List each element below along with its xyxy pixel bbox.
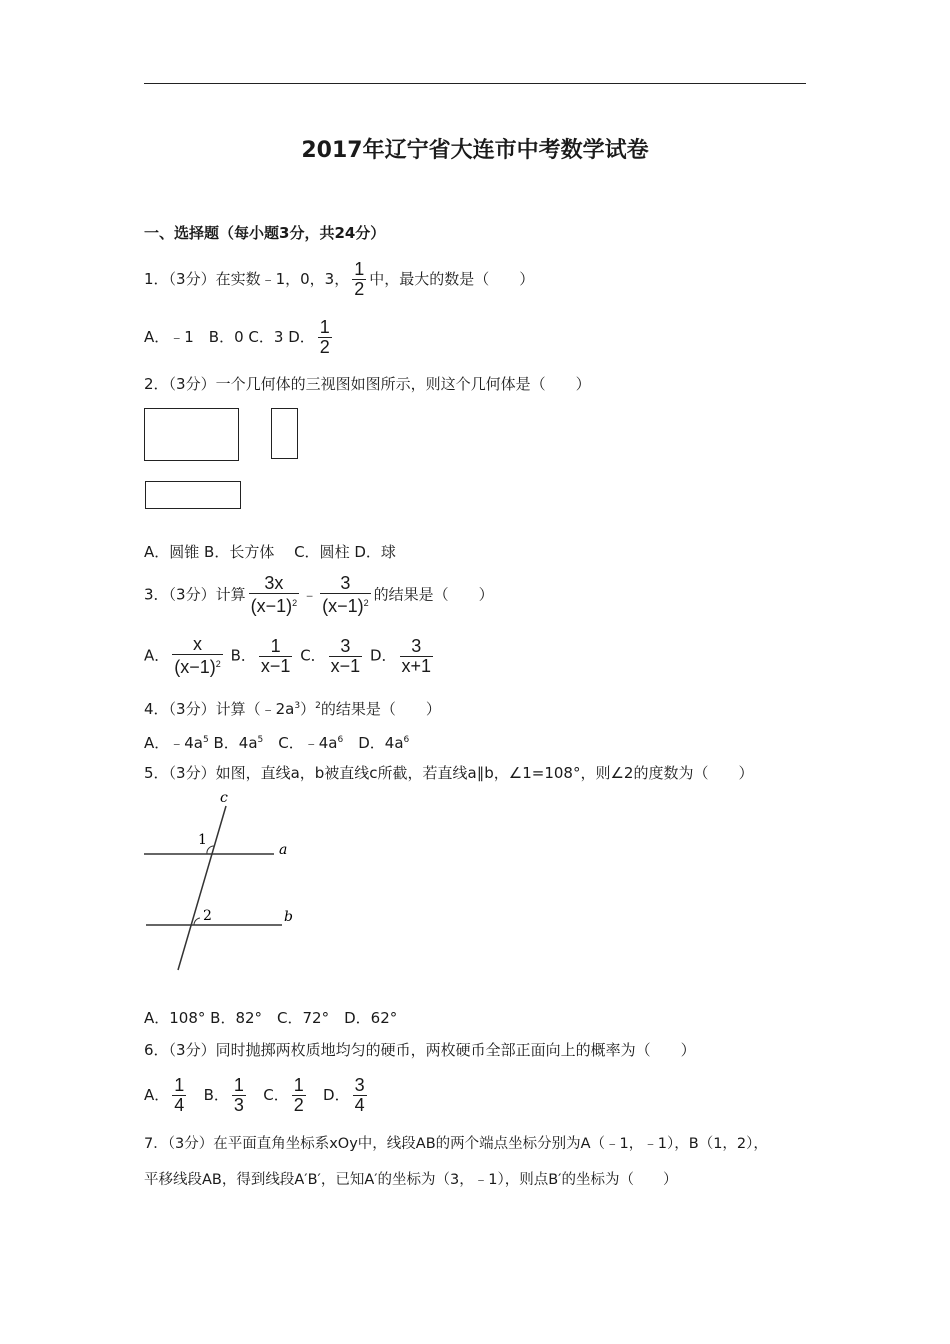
front-view-rectangle [144,408,239,461]
q6-option-d-fraction: $\frac{3}{4}$ [354,1075,365,1115]
question-4-options: A．$﹣4a^5$ B．$4a^5$ C．$﹣4a^6$ D．$4a^6$ [144,734,410,752]
header-rule [144,83,806,84]
question-1 [144,260,534,299]
q6-option-b-fraction: $\frac{1}{3}$ [233,1075,244,1115]
label-a: a [279,842,288,858]
question-6-options [144,1076,370,1115]
q6-option-b-label: B． [203,1086,229,1104]
question-4: 4．（3分）计算$(﹣2a^3)^2$的结果是（ ） [144,700,441,718]
label-c: c [220,790,228,806]
q3-option-c-fraction: $\frac{3}{x-1}$ [330,635,361,676]
q1-fraction: $\frac{1}{2}$ [354,259,365,299]
q1-stem-a: 1．（3分）在实数﹣1，0，3， [144,270,350,288]
q6-option-c-fraction: $\frac{1}{2}$ [293,1075,304,1115]
q3-option-a-fraction: $\frac{x}{(x-1)^2}$ [174,634,221,677]
question-7-line-1: 7．（3分）在平面直角坐标系xOy中，线段AB的两个端点坐标分别为A（﹣1，﹣1），B（1，2）， [144,1136,768,1152]
q3-option-d-label: D． [369,646,397,665]
q6-option-a-fraction: $\frac{1}{4}$ [174,1075,185,1115]
q3-option-d-fraction: $\frac{3}{x+1}$ [401,635,432,676]
q1-options-text: A．﹣1 B．0 C．3 D． [144,328,315,346]
q3-option-b-label: B． [230,646,256,665]
question-2-options: A．圆锥 B．长方体 C．圆柱 D．球 [144,543,396,561]
q3-option-c-label: C． [300,646,326,665]
q3-fraction-2: $\frac{3}{(x-1)^2}$ [322,573,369,616]
question-1-options [144,318,335,357]
line-c [178,806,226,970]
question-3 [144,574,494,616]
question-3-options [144,635,436,677]
q3-option-b-fraction: $\frac{1}{x-1}$ [260,635,291,676]
q3-option-a-label: A． [144,646,170,665]
q3-minus: ﹣ [302,585,318,604]
q6-option-d-label: D． [323,1086,350,1104]
q6-option-c-label: C． [263,1086,289,1104]
question-2: 2．（3分）一个几何体的三视图如图所示，则这个几何体是（ ） [144,375,591,393]
question-5: 5．（3分）如图，直线a，b被直线c所截，若直线a∥b，∠1=108°，则∠2的度数为（ ） [144,764,754,782]
page-title: 2017年辽宁省大连市中考数学试卷 [301,138,649,163]
q6-option-a-label: A． [144,1086,170,1104]
q1-stem-b: 中，最大的数是（ ） [369,270,535,288]
q3-prefix: 3．（3分）计算 [144,585,246,604]
question-6: 6．（3分）同时抛掷两枚质地均匀的硬币，两枚硬币全部正面向上的概率为（ ） [144,1041,696,1059]
angle-2-arc [194,918,200,925]
question-7-line-2: 平移线段AB，得到线段A′B′，已知A′的坐标为（3，﹣1），则点B′的坐标为（ ） [144,1172,678,1188]
q3-fraction-1: $\frac{3x}{(x-1)^2}$ [250,573,298,616]
question-5-options: A．108° B．82° C．72° D．62° [144,1009,398,1027]
q3-suffix: 的结果是（ ） [373,585,494,604]
parallel-lines-figure [140,790,310,975]
label-angle-2: 2 [203,908,212,924]
side-view-rectangle [271,408,298,459]
q1-option-d-fraction: $\frac{1}{2}$ [319,317,330,357]
label-b: b [284,909,293,925]
section-heading: 一、选择题（每小题3分，共24分） [144,224,386,242]
top-view-rectangle [145,481,241,509]
label-angle-1: 1 [198,832,207,848]
